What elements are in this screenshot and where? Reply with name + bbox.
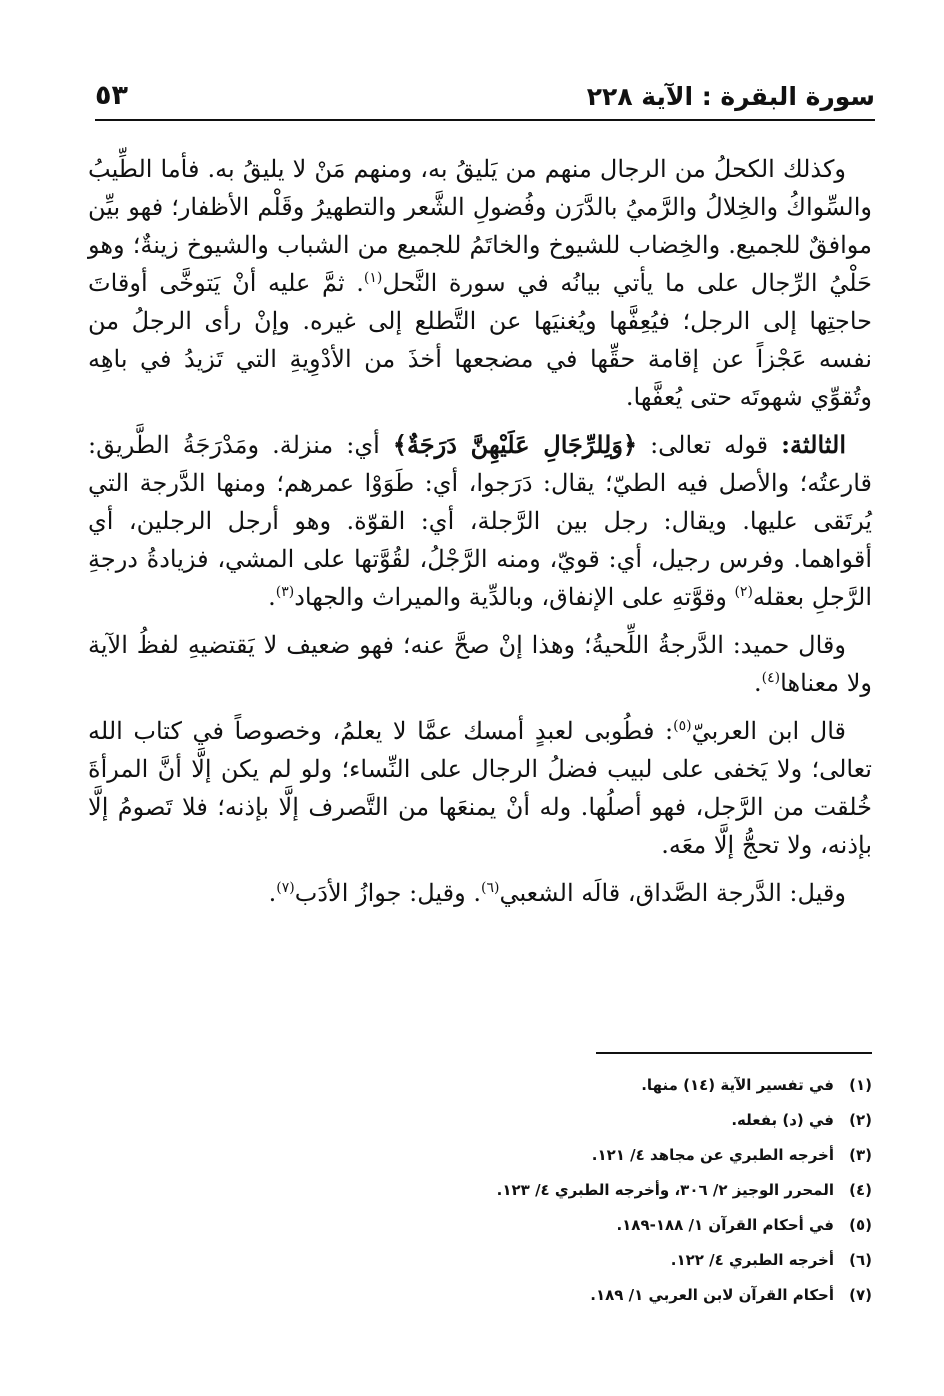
footnote-number: (٥)	[849, 1216, 872, 1234]
footnote-ref: (٤)	[761, 670, 781, 686]
footnote-text: في تفسير الآية (١٤) منها.	[641, 1076, 834, 1094]
footnote-text: في أحكام القرآن ١/ ١٨٨-١٨٩.	[616, 1216, 834, 1234]
footnote-ref: (٣)	[275, 584, 295, 600]
footnote-ref: (٧)	[276, 880, 295, 896]
footnote-text: أحكام القرآن لابن العربي ١/ ١٨٩.	[590, 1286, 834, 1304]
footnote-number: (٤)	[849, 1181, 872, 1199]
paragraph-text: . ثمَّ عليه أنْ يَتوخَّى أوقاتَ حاجتِها إلى الرجل؛ فيُعِفَّها ويُغنيَها عن التَّطلع إلى غيره. وإنْ رأى الرجلُ من نفسه عَجْزاً عن إقامة حقِّها في مضجعها أخذَ من الأدْوِيةِ التي تَزيدُ في باهِه وتُقوِّي شهوتَه حتى يُعفَّها.	[88, 269, 872, 411]
footnote-text: أخرجه الطبري عن مجاهد ٤/ ١٢١.	[591, 1146, 834, 1164]
paragraph-text: . وقيل: جوازُ الأدَب	[294, 879, 481, 907]
footnote	[350, 1068, 872, 1103]
paragraph-text: وقوَّتهِ على الإنفاق، وبالدِّية والميراث والجهاد	[294, 583, 735, 611]
footnote-number: (٧)	[849, 1286, 872, 1304]
footnote	[350, 1243, 872, 1278]
footnote-ref: (٥)	[673, 718, 692, 734]
footnote	[350, 1138, 872, 1173]
paragraph	[88, 874, 872, 912]
footnote-number: (٢)	[849, 1111, 872, 1129]
footnote-number: (١)	[849, 1076, 872, 1094]
page-header	[95, 78, 875, 120]
paragraph-text: وكذلك الكحلُ من الرجال منهم من يَليقُ به، ومنهم مَنْ لا يليقُ به. فأما الطِّيبُ والسِّواكُ والخِلالُ والرَّميُ بالدَّرَن وفُضولِ الشَّعر والتطهيرُ وقَلْم الأظفار؛ فهو بيِّن موافقٌ للجميع. والخِضاب للشيوخ والخاتَمُ للجميع من الشباب والشيوخ زينةٌ؛ وهو حَلْيُ الرِّجال على ما يأتي بيانُه في سورة النَّحل	[88, 155, 872, 297]
running-title: سورة البقرة : الآية ٢٢٨	[586, 82, 875, 111]
paragraph	[88, 712, 872, 864]
paragraph	[88, 626, 872, 702]
footnotes	[350, 1068, 872, 1313]
paragraph-text: وقال حميد: الدَّرجةُ اللِّحيةُ؛ وهذا إنْ صحَّ عنه؛ فهو ضعيف لا يَقتضيهِ لفظُ الآية ولا معناها	[88, 631, 872, 697]
section-lead: الثالثة:	[781, 430, 846, 459]
footnote-text: في (د) بفعله.	[731, 1111, 834, 1129]
footnote-ref: (١)	[363, 270, 383, 286]
page-number: ٥٣	[95, 80, 128, 111]
paragraph-text: .	[268, 583, 276, 611]
footnote-divider	[596, 1052, 872, 1054]
quran-verse: ﴿وَلِلرِّجَالِ عَلَيْهِنَّ دَرَجَةٌ﴾	[392, 430, 638, 459]
footnote-text: المحرر الوجيز ٢/ ٣٠٦، وأخرجه الطبري ٤/ ١٢٣.	[496, 1181, 834, 1199]
paragraph-text: وقيل: الدَّرجة الصَّداق، قالَه الشعبي	[499, 879, 846, 907]
paragraph-text: قال ابن العربيّ	[691, 717, 847, 745]
main-text	[88, 150, 872, 922]
paragraph	[88, 426, 872, 616]
footnote	[350, 1173, 872, 1208]
header-divider	[95, 119, 875, 121]
footnote-ref: (٢)	[734, 584, 753, 600]
footnote-text: أخرجه الطبري ٤/ ١٢٢.	[670, 1251, 834, 1269]
paragraph-text: .	[754, 669, 762, 697]
footnote	[350, 1278, 872, 1313]
footnote-ref: (٦)	[480, 880, 500, 896]
paragraph-text: : فطُوبى لعبدٍ أمسك عمَّا لا يعلمُ، وخصوصاً في كتاب الله تعالى؛ ولا يَخفى على لبيب فضلُ الرجال على النِّساء؛ ولو لم يكن إلَّا أنَّ المرأةَ خُلقت من الرَّجل، فهو أصلُها. وله أنْ يمنعَها من التَّصرف إلَّا بإذنه؛ فلا تَصومُ إلَّا بإذنه، ولا تحجُّ إلَّا معَه.	[88, 717, 872, 859]
footnote-number: (٦)	[849, 1251, 872, 1269]
footnote	[350, 1208, 872, 1243]
paragraph	[88, 150, 872, 416]
footnote-number: (٣)	[849, 1146, 872, 1164]
paragraph-text: قوله تعالى:	[637, 431, 782, 459]
paragraph-text: أي: منزلة. ومَدْرَجَةُ الطَّريق: قارعتُه؛ والأصل فيه الطيّ؛ يقال: دَرَجوا، أي: طَوَوْا عمرهم؛ ومنها الدَّرجة التي يُرتَقى عليها. ويقال: رجل بين الرَّجلة، أي: القوّة. وهو أرجل الرجلين، أي أقواهما. وفرس رجيل، أي: قويّ، ومنه الرَّجْلُ، لقُوَّتها على المشي، فزيادةُ درجةِ الرَّجلِ بعقله	[88, 431, 873, 611]
paragraph-text: .	[268, 879, 277, 907]
footnote	[350, 1103, 872, 1138]
